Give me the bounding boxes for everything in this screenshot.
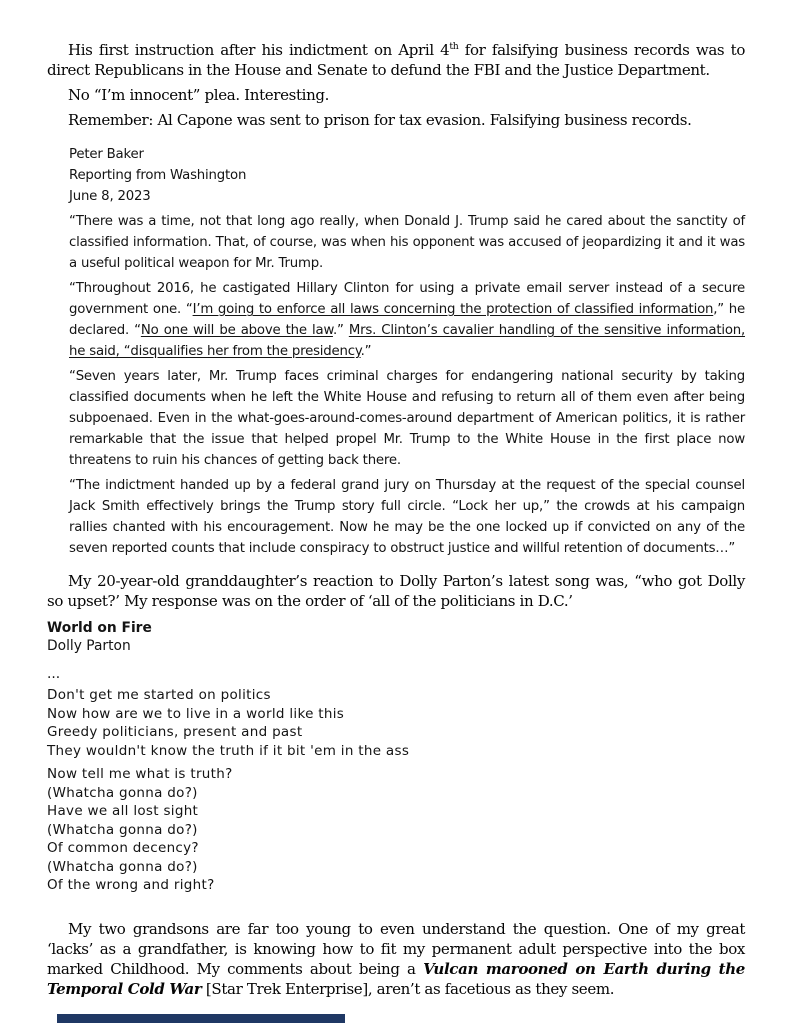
lyric-line: Now tell me what is truth? bbox=[47, 766, 233, 782]
lyric-line: Of the wrong and right? bbox=[47, 877, 215, 893]
quote-paragraphs bbox=[69, 211, 745, 559]
lyric-line: Have we all lost sight bbox=[47, 803, 199, 819]
paragraph-indictment bbox=[47, 40, 745, 80]
text-segment: ,” he declared. “ bbox=[69, 302, 745, 338]
underlined-quote-text: Mrs. Clinton’s cavalier handling of the sensitive information, he said, “disqualifies her from the presidency bbox=[69, 323, 746, 359]
lyric-line: They wouldn't know the truth if it bit 'em in the ass bbox=[47, 742, 410, 759]
text-segment: His first instruction after his indictment on April 4 bbox=[68, 41, 450, 59]
lyric-line: (Whatcha gonna do?) bbox=[47, 821, 198, 838]
text-segment: [Star Trek Enterprise], aren’t as facetious as they seem. bbox=[201, 979, 615, 998]
paragraph-capone: Remember: Al Capone was sent to prison for tax evasion. Falsifying business records. bbox=[68, 111, 692, 129]
intro-section bbox=[47, 40, 745, 130]
quote-location: Reporting from Washington bbox=[69, 168, 247, 183]
lyric-line: (Whatcha gonna do?) bbox=[47, 858, 198, 875]
underlined-quote-text: I’m going to enforce all laws concerning the protection of classified information bbox=[192, 302, 714, 317]
quote-byline: Peter Baker bbox=[69, 147, 144, 162]
quote-date: June 8, 2023 bbox=[69, 189, 151, 204]
text-segment: .” bbox=[360, 344, 372, 359]
song-title: World on Fire bbox=[47, 620, 152, 636]
paragraph-plea: No “I’m innocent” plea. Interesting. bbox=[68, 86, 330, 104]
quote-paragraph bbox=[69, 475, 745, 559]
italic-title-text: Vulcan marooned on Earth during the Temporal Cold War bbox=[47, 959, 745, 998]
superscript-ordinal: th bbox=[449, 41, 459, 52]
text-segment: “There was a time, not that long ago really, when Donald J. Trump said he cared about the sanctity of classified information. That, of course, was when his opponent was accused of jeopardizing it and it was a useful political weapon for Mr. Trump. bbox=[69, 214, 745, 271]
lyric-line: Don't get me started on politics bbox=[47, 687, 271, 703]
song-stanza-1 bbox=[47, 686, 745, 760]
lyric-line: (Whatcha gonna do?) bbox=[47, 784, 198, 801]
text-segment: .” bbox=[332, 323, 349, 338]
lyric-line: Now how are we to live in a world like this bbox=[47, 705, 345, 722]
song-ellipsis: ... bbox=[47, 666, 61, 682]
lyric-line: Of common decency? bbox=[47, 840, 199, 856]
paragraph-grandsons bbox=[47, 919, 745, 999]
text-segment: “The indictment handed up by a federal grand jury on Thursday at the request of the special counsel Jack Smith effectively brings the Trump story full circle. “Lock her up,” the crowds at his campaign rallies chanted with his encouragement. Now he may be the one locked up if convicted on any of the seven reported counts that include conspiracy to obstruct justice and willful retention of documents…” bbox=[69, 478, 745, 556]
paragraph-granddaughter: My 20-year-old granddaughter’s reaction to Dolly Parton’s latest song was, “who got Dolly so upset?’ My response was on the order of ‘all of the politicians in D.C.’ bbox=[47, 572, 745, 610]
underlined-quote-text: No one will be above the law bbox=[140, 323, 333, 338]
song-artist: Dolly Parton bbox=[47, 638, 131, 654]
nyt-quote-block bbox=[69, 144, 745, 559]
closing-section bbox=[47, 919, 745, 999]
text-segment: for falsifying business records was to direct Republicans in the House and Senate to defund the FBI and the Justice Department. bbox=[47, 41, 746, 79]
lyric-line: Greedy politicians, present and past bbox=[47, 724, 303, 740]
text-segment: “Seven years later, Mr. Trump faces criminal charges for endangering national security by taking classified documents when he left the White House and refusing to return all of them even after being subpoenaed. Even in the what-goes-around-comes-around department of American politics, it is rather remarkable that the issue that helped propel Mr. Trump to the White House in the first place now threatens to ruin his chances of getting back there. bbox=[69, 369, 745, 468]
quote-paragraph bbox=[69, 211, 745, 274]
commentary-section bbox=[47, 571, 745, 611]
song-stanza-2 bbox=[47, 765, 745, 895]
text-segment: “Throughout 2016, he castigated Hillary Clinton for using a private email server instead of a secure government one. “ bbox=[69, 281, 745, 317]
quote-paragraph bbox=[69, 278, 745, 362]
next-page-edge-bar bbox=[57, 1014, 345, 1023]
song-section bbox=[47, 619, 745, 895]
quote-paragraph bbox=[69, 366, 745, 471]
text-segment: My two grandsons are far too young to even understand the question. One of my great ‘lacks’ as a grandfather, is knowing how to fit my permanent adult perspective into the box marked Childhood. My comments about being a bbox=[47, 919, 745, 978]
